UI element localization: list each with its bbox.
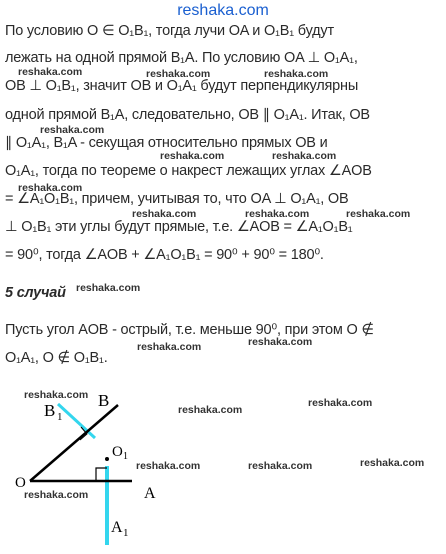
watermark: reshaka.com: [132, 208, 197, 220]
label-a: A: [144, 485, 156, 502]
case-heading: 5 случай: [5, 285, 66, 301]
watermark: reshaka.com: [76, 282, 141, 294]
case-line: Пусть угол AOB - острый, т.е. меньше 90⁰, при этом O ∉: [5, 322, 374, 338]
watermark: reshaka.com: [308, 397, 373, 409]
paragraph-line: ∥ O₁A₁, B₁A - секущая относительно прямых OB и: [5, 135, 328, 151]
label-a1: A: [111, 519, 123, 536]
watermark: reshaka.com: [360, 457, 425, 469]
watermark: reshaka.com: [137, 341, 202, 353]
watermark: reshaka.com: [18, 66, 83, 78]
point-o1: [105, 457, 109, 461]
watermark: reshaka.com: [178, 404, 243, 416]
paragraph-line: O₁A₁, тогда по теореме о накрест лежащих углах ∠AOB: [5, 163, 372, 179]
paragraph-line: OB ⊥ O₁B₁, значит OB и O₁A₁ будут перпендикулярны: [5, 78, 359, 94]
watermark: reshaka.com: [245, 208, 310, 220]
watermark: reshaka.com: [136, 460, 201, 472]
watermark: reshaka.com: [18, 182, 83, 194]
watermark: reshaka.com: [264, 68, 329, 80]
paragraph-line: = 90⁰, тогда ∠AOB + ∠A₁O₁B₁ = 90⁰ + 90⁰ = 180⁰.: [5, 247, 324, 263]
watermark: reshaka.com: [346, 208, 411, 220]
paragraph-line: одной прямой B₁A, следовательно, OB ∥ O₁A₁. Итак, OB: [5, 107, 370, 123]
paragraph-line: = ∠A₁O₁B₁, причем, учитывая то, что OA ⊥ O₁A₁, OB: [5, 191, 349, 207]
paragraph-line: лежать на одной прямой B₁A. По условию OA ⊥ O₁A₁,: [5, 50, 358, 66]
watermark: reshaka.com: [40, 124, 105, 136]
watermark: reshaka.com: [146, 68, 211, 80]
watermark: reshaka.com: [248, 460, 313, 472]
site-logo[interactable]: reshaka.com: [177, 2, 269, 19]
paragraph-line: По условию O ∈ O₁B₁, тогда лучи OA и O₁B₁ будут: [5, 23, 334, 39]
label-b: B: [98, 391, 110, 410]
paragraph-line: ⊥ O₁B₁ эти углы будут прямые, т.е. ∠AOB = ∠A₁O₁B₁: [5, 219, 353, 235]
label-b1: B: [44, 401, 56, 420]
case-line: O₁A₁, O ∉ O₁B₁.: [5, 350, 108, 366]
label-o1-sub: 1: [123, 451, 128, 462]
label-b1-sub: 1: [57, 411, 63, 423]
watermark: reshaka.com: [160, 150, 225, 162]
label-o1: O: [112, 444, 123, 460]
label-a1-sub: 1: [123, 527, 129, 539]
label-o: O: [15, 475, 26, 491]
watermark: reshaka.com: [248, 336, 313, 348]
segment-o1b1: [58, 404, 95, 438]
watermark: reshaka.com: [272, 150, 337, 162]
watermark: reshaka.com: [24, 489, 89, 501]
watermark: reshaka.com: [24, 389, 89, 401]
